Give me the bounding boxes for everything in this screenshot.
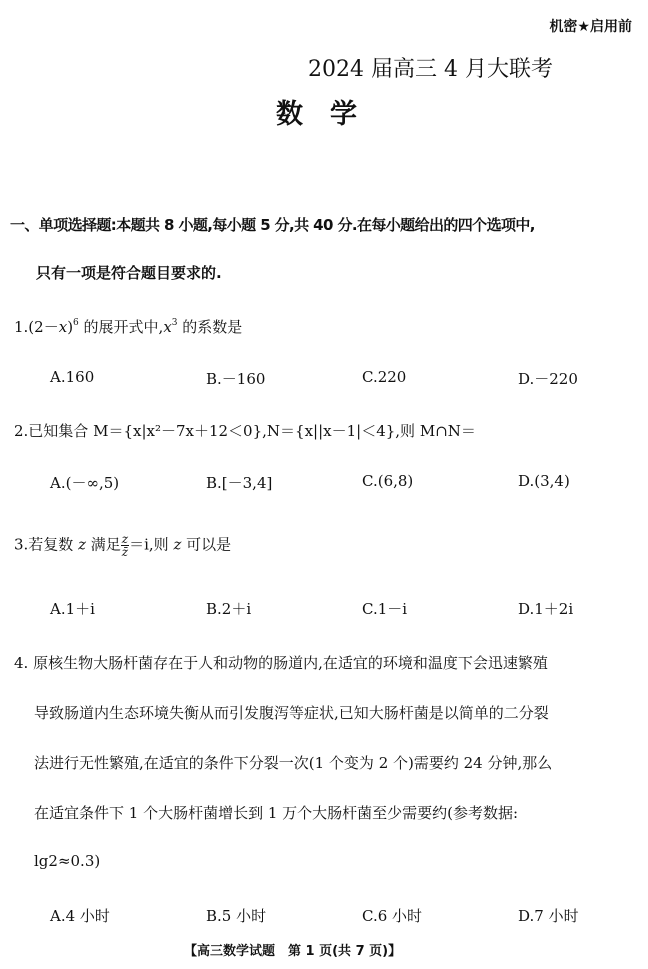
q3-post: ＝i,则 [129, 535, 174, 554]
q1-var-x2: x [163, 318, 172, 336]
q1-paren: ) [67, 318, 74, 336]
page-footer: 【高三数学试题 第 1 页(共 7 页)】 [184, 944, 402, 959]
q4-option-a: A.4 小时 [50, 907, 110, 925]
q4-option-c: C.6 小时 [362, 907, 423, 925]
q1-option-c: C.220 [362, 368, 407, 386]
q4-line-2: 导致肠道内生态环境失衡从而引发腹泻等症状,已知大肠杆菌是以简单的二分裂 [34, 704, 549, 722]
q3-pre: 3.若复数 [14, 535, 79, 554]
q1-exponent2: 3 [171, 318, 178, 328]
q4-line-3: 法进行无性繁殖,在适宜的条件下分裂一次(1 个变为 2 个)需要约 24 分钟,那么 [34, 754, 553, 772]
question-3-stem [14, 533, 231, 558]
q2-option-b: B.[－3,4] [206, 474, 273, 492]
section-heading-line1: 一、单项选择题:本题共 8 小题,每小题 5 分,共 40 分.在每小题给出的四个选项中, [10, 216, 535, 234]
q3-frac-den: z̄ [121, 545, 129, 559]
q3-option-c: C.1－i [362, 600, 408, 618]
q1-exponent: 6 [73, 318, 79, 328]
q4-option-b: B.5 小时 [206, 907, 267, 925]
q1-option-d: D.－220 [518, 370, 578, 388]
q4-line-4: 在适宜条件下 1 个大肠杆菌增长到 1 万个大肠杆菌至少需要约(参考数据: [34, 804, 519, 822]
confidential-label: 机密★启用前 [549, 19, 632, 35]
q3-var-z2: z [173, 535, 182, 554]
q3-option-a: A.1＋i [50, 600, 95, 618]
question-1-stem [14, 316, 242, 337]
q4-option-d: D.7 小时 [518, 907, 579, 925]
q1-pre: 1.(2－ [14, 318, 59, 336]
q4-line-1: 4. 原核生物大肠杆菌存在于人和动物的肠道内,在适宜的环境和温度下会迅速繁殖 [14, 654, 548, 672]
q3-option-b: B.2＋i [206, 600, 252, 618]
question-2-stem: 2.已知集合 M＝{x|x²－7x＋12＜0},N＝{x||x－1|＜4},则 M∩N＝ [14, 422, 476, 440]
q1-option-a: A.160 [50, 368, 95, 386]
q3-frac-num: z [121, 532, 129, 546]
q3-var-z: z [78, 535, 86, 554]
section-heading-line2: 只有一项是符合题目要求的. [36, 264, 222, 282]
q4-line-5: lg2≈0.3) [34, 852, 101, 870]
q2-option-c: C.(6,8) [362, 472, 414, 490]
q1-mid: 的展开式中, [78, 318, 164, 336]
subject-title: 数 学 [276, 99, 357, 130]
q1-post: 的系数是 [177, 318, 243, 336]
q3-mid: 满足 [86, 535, 121, 554]
q3-fraction [121, 533, 129, 558]
q1-option-b: B.－160 [206, 370, 266, 388]
q1-var-x: x [58, 318, 68, 336]
q2-option-d: D.(3,4) [518, 472, 570, 490]
q3-post2: 可以是 [181, 535, 232, 554]
exam-title: 2024 届高三 4 月大联考 [308, 57, 553, 82]
q3-option-d: D.1＋2i [518, 600, 574, 618]
q2-option-a: A.(－∞,5) [50, 474, 120, 492]
